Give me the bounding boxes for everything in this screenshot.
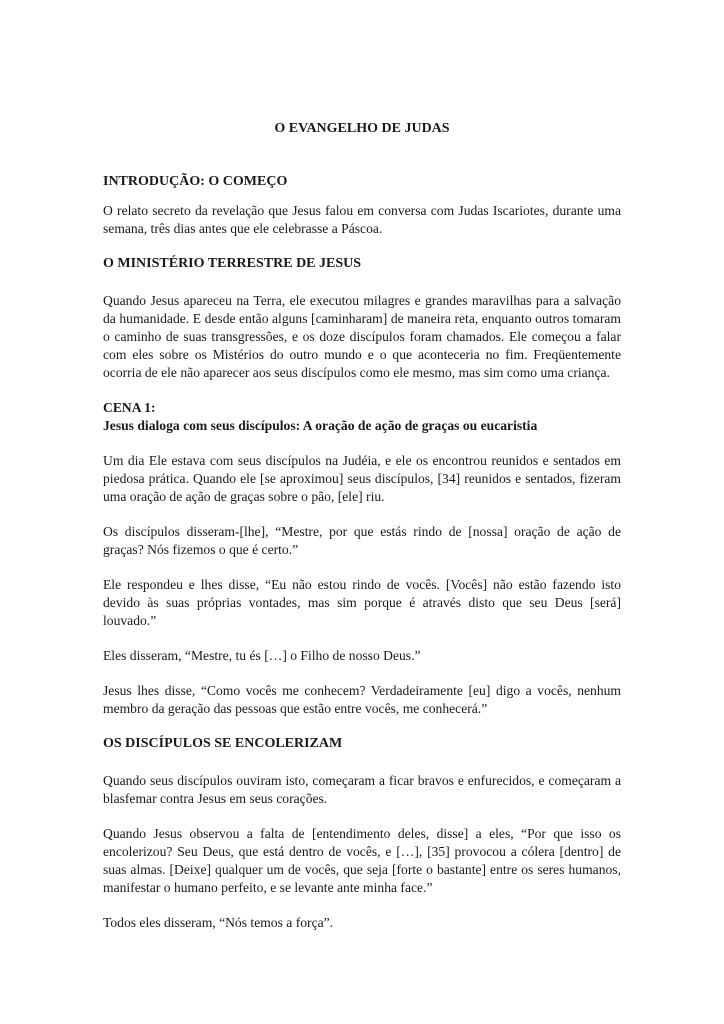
paragraph: O relato secreto da revelação que Jesus falou em conversa com Judas Iscariotes, durante uma semana, três dias antes que ele celebrasse a Páscoa.	[103, 203, 621, 236]
paragraph: Quando seus discípulos ouviram isto, começaram a ficar bravos e enfurecidos, e começaram a blasfemar contra Jesus em seus corações.	[103, 773, 621, 806]
scene-subtitle: Jesus dialoga com seus discípulos: A oração de ação de graças ou eucaristia	[103, 418, 538, 433]
section-disciples-anger	[103, 735, 621, 932]
paragraph: Os discípulos disseram-[lhe], “Mestre, por que estás rindo de [nossa] oração de ação de graças? Nós fizemos o que é certo.”	[103, 524, 621, 557]
document-page	[103, 120, 621, 949]
paragraph: Ele respondeu e lhes disse, “Eu não estou rindo de vocês. [Vocês] não estão fazendo isto devido às suas próprias vontades, mas sim porque é através disto que seu Deus [será] louvado.”	[103, 577, 621, 628]
section-heading-disciples-anger: OS DISCÍPULOS SE ENCOLERIZAM	[103, 736, 343, 751]
paragraph: Quando Jesus observou a falta de [entendimento deles, disse] a eles, “Por que isso os encolerizou? Seu Deus, que está dentro de vocês, e […], [35] provocou a cólera [dentro] de suas almas. [Deixe] qualquer um de vocês, que seja [forte o bastante] entre os seres humanos, manifestar o humano perfeito, e se levante ante minha face.”	[103, 826, 621, 895]
scene-label: CENA 1:	[103, 400, 156, 415]
paragraph: Um dia Ele estava com seus discípulos na Judéia, e ele os encontrou reunidos e sentados em piedosa prática. Quando ele [se aproximou] seus discípulos, [34] reunidos e sentados, fizeram uma oração de ação de graças sobre o pão, [ele] riu.	[103, 453, 621, 504]
section-heading-introduction: INTRODUÇÃO: O COMEÇO	[103, 174, 288, 189]
paragraph: Jesus lhes disse, “Como vocês me conhecem? Verdadeiramente [eu] digo a vocês, nenhum membro da geração das pessoas que estão entre vocês, me conhecerá.”	[103, 683, 621, 716]
section-heading-ministry: O MINISTÉRIO TERRESTRE DE JESUS	[103, 256, 362, 271]
section-scene-1	[103, 399, 621, 718]
section-introduction	[103, 173, 621, 238]
section-ministry	[103, 255, 621, 382]
document-title: O EVANGELHO DE JUDAS	[274, 121, 450, 136]
paragraph: Eles disseram, “Mestre, tu és […] o Filho de nosso Deus.”	[103, 648, 421, 663]
paragraph: Todos eles disseram, “Nós temos a força”.	[103, 915, 334, 930]
paragraph: Quando Jesus apareceu na Terra, ele executou milagres e grandes maravilhas para a salvação da humanidade. E desde então alguns [caminharam] de maneira reta, enquanto outros tomaram o caminho de suas transgressões, e os doze discípulos foram chamados. Ele começou a falar com eles sobre os Mistérios do outro mundo e o que aconteceria no fim. Freqüentemente ocorria de ele não aparecer aos seus discípulos como ele mesmo, mas sim como uma criança.	[103, 293, 621, 380]
